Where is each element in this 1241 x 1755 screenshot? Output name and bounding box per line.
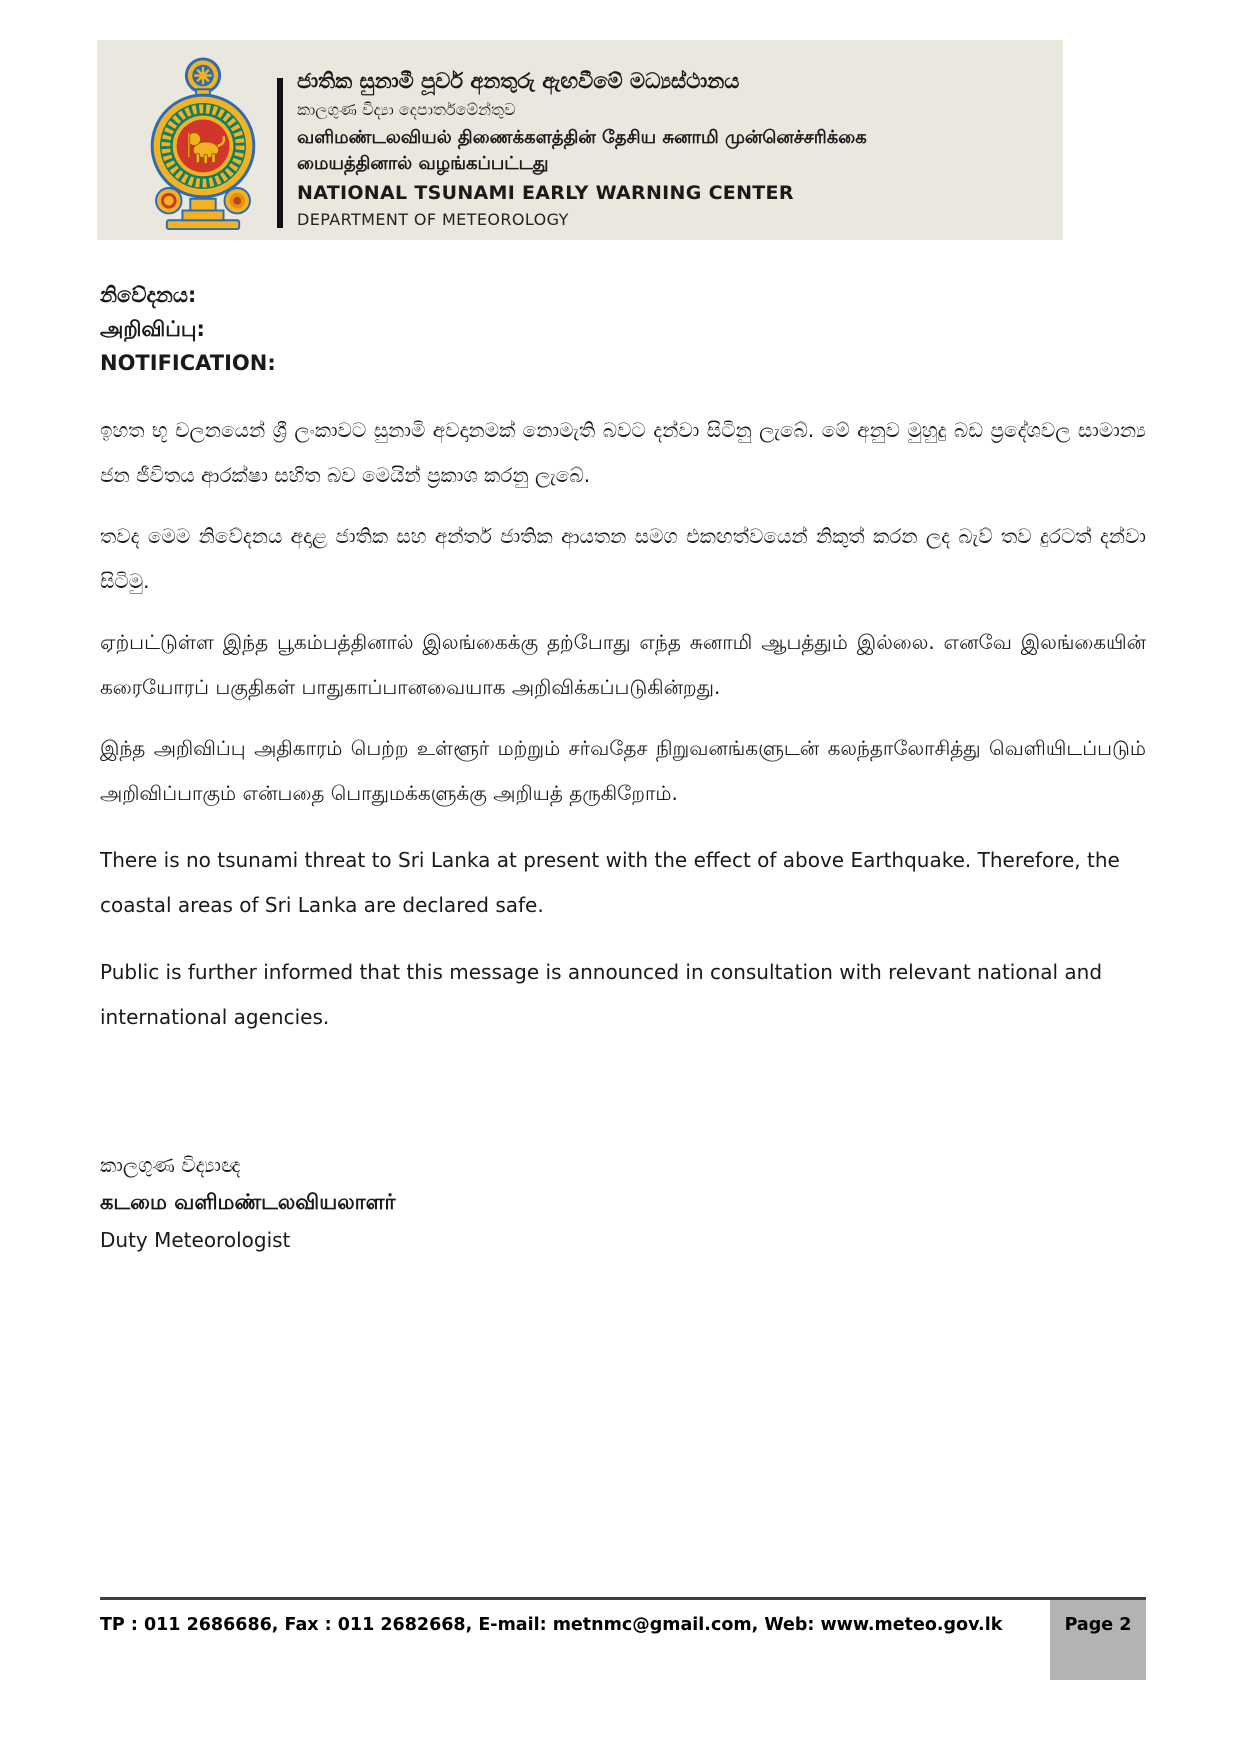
signatory-title-tamil: கடமை வளிமண்டலவியலாளர்	[100, 1190, 396, 1214]
sinhala-paragraph-2: තවද මෙම නිවේදනය අදාළ ජාතික සහ අන්තර් ජාතික ආයතන සමග එකඟත්වයෙන් නිකුත් කරන ලද බැව් තව දුරටත් දන්වා සිටිමු.	[100, 524, 1146, 593]
letterhead-titles	[297, 68, 867, 231]
signatory-title-sinhala: කාලගුණ විද්‍යාඥ	[100, 1153, 241, 1177]
english-paragraph-1: There is no tsunami threat to Sri Lanka at present with the effect of above Earthquake. Therefore, the coastal areas of Sri Lanka are declared safe.	[100, 848, 1120, 917]
org-title-tamil-line2: மையத்தினால் வழங்கப்பட்டது	[297, 153, 549, 174]
dept-title-sinhala: කාලගුණ විද්‍යා දෙපාර්තමේන්තුව	[297, 100, 516, 119]
letter-body	[100, 278, 1146, 1259]
dept-title-english: DEPARTMENT OF METEOROLOGY	[297, 210, 569, 229]
letterhead	[97, 40, 1063, 240]
signatory-title-english: Duty Meteorologist	[100, 1228, 291, 1252]
page-number-badge: Page 2	[1050, 1600, 1146, 1680]
notification-heading-sinhala: නිවේදනය:	[100, 283, 197, 307]
notification-heading-block	[100, 278, 1146, 380]
org-title-tamil-line1: வளிமண்டலவியல் திணைக்களத்தின் தேசிய சுனாமி முன்னெச்சரிக்கை	[297, 127, 867, 148]
tamil-paragraph-1: ஏற்பட்டுள்ள இந்த பூகம்பத்தினால் இலங்கைக்கு தற்போது எந்த சுனாமி ஆபத்தும் இல்லை. எனவே இலங்கையின் கரையோரப் பகுதிகள் பாதுகாப்பானவையாக அறிவிக்கப்படுகின்றது.	[100, 630, 1146, 699]
notification-heading-english: NOTIFICATION:	[100, 351, 276, 375]
tamil-paragraph-2: இந்த அறிவிப்பு அதிகாரம் பெற்ற உள்ளூர் மற்றும் சர்வதேச நிறுவனங்களுடன் கலந்தாலோசித்து வெளியிடப்படும் அறிவிப்பாகும் என்பதை பொதுமக்களுக்கு அறியத் தருகிறோம்.	[100, 736, 1146, 805]
sri-lanka-emblem-icon	[139, 56, 267, 232]
org-title-sinhala: ජාතික සුනාමී පූර්ව අනතුරු ඇඟවීමේ මධ්‍යස්ථානය	[297, 69, 740, 93]
org-title-english: NATIONAL TSUNAMI EARLY WARNING CENTER	[297, 182, 794, 204]
notification-heading-tamil: அறிவிப்பு:	[100, 317, 205, 341]
signature-block	[100, 1148, 1146, 1259]
sinhala-paragraph-1: ඉහත භූ චලනයෙන් ශ්‍රී ලංකාවට සුනාමි අවදානමක් නොමැති බවට දන්වා සිටිනු ලැබේ. මේ අනුව මුහුදු බඩ ප්‍රදේශවල සාමාන්‍ය ජන ජීවිතය ආරක්ෂා සහිත බව මෙයින් ප්‍රකාශ කරනු ලැබේ.	[100, 418, 1146, 487]
letterhead-divider	[277, 78, 283, 228]
sri-lanka-emblem-logo	[139, 56, 267, 236]
english-paragraph-2: Public is further informed that this message is announced in consultation with relevant national and international agencies.	[100, 960, 1103, 1029]
footer-contact-info: TP : 011 2686686, Fax : 011 2682668, E-mail: metnmc@gmail.com, Web: www.meteo.gov.lk	[100, 1615, 1003, 1635]
page-footer	[100, 1597, 1146, 1680]
